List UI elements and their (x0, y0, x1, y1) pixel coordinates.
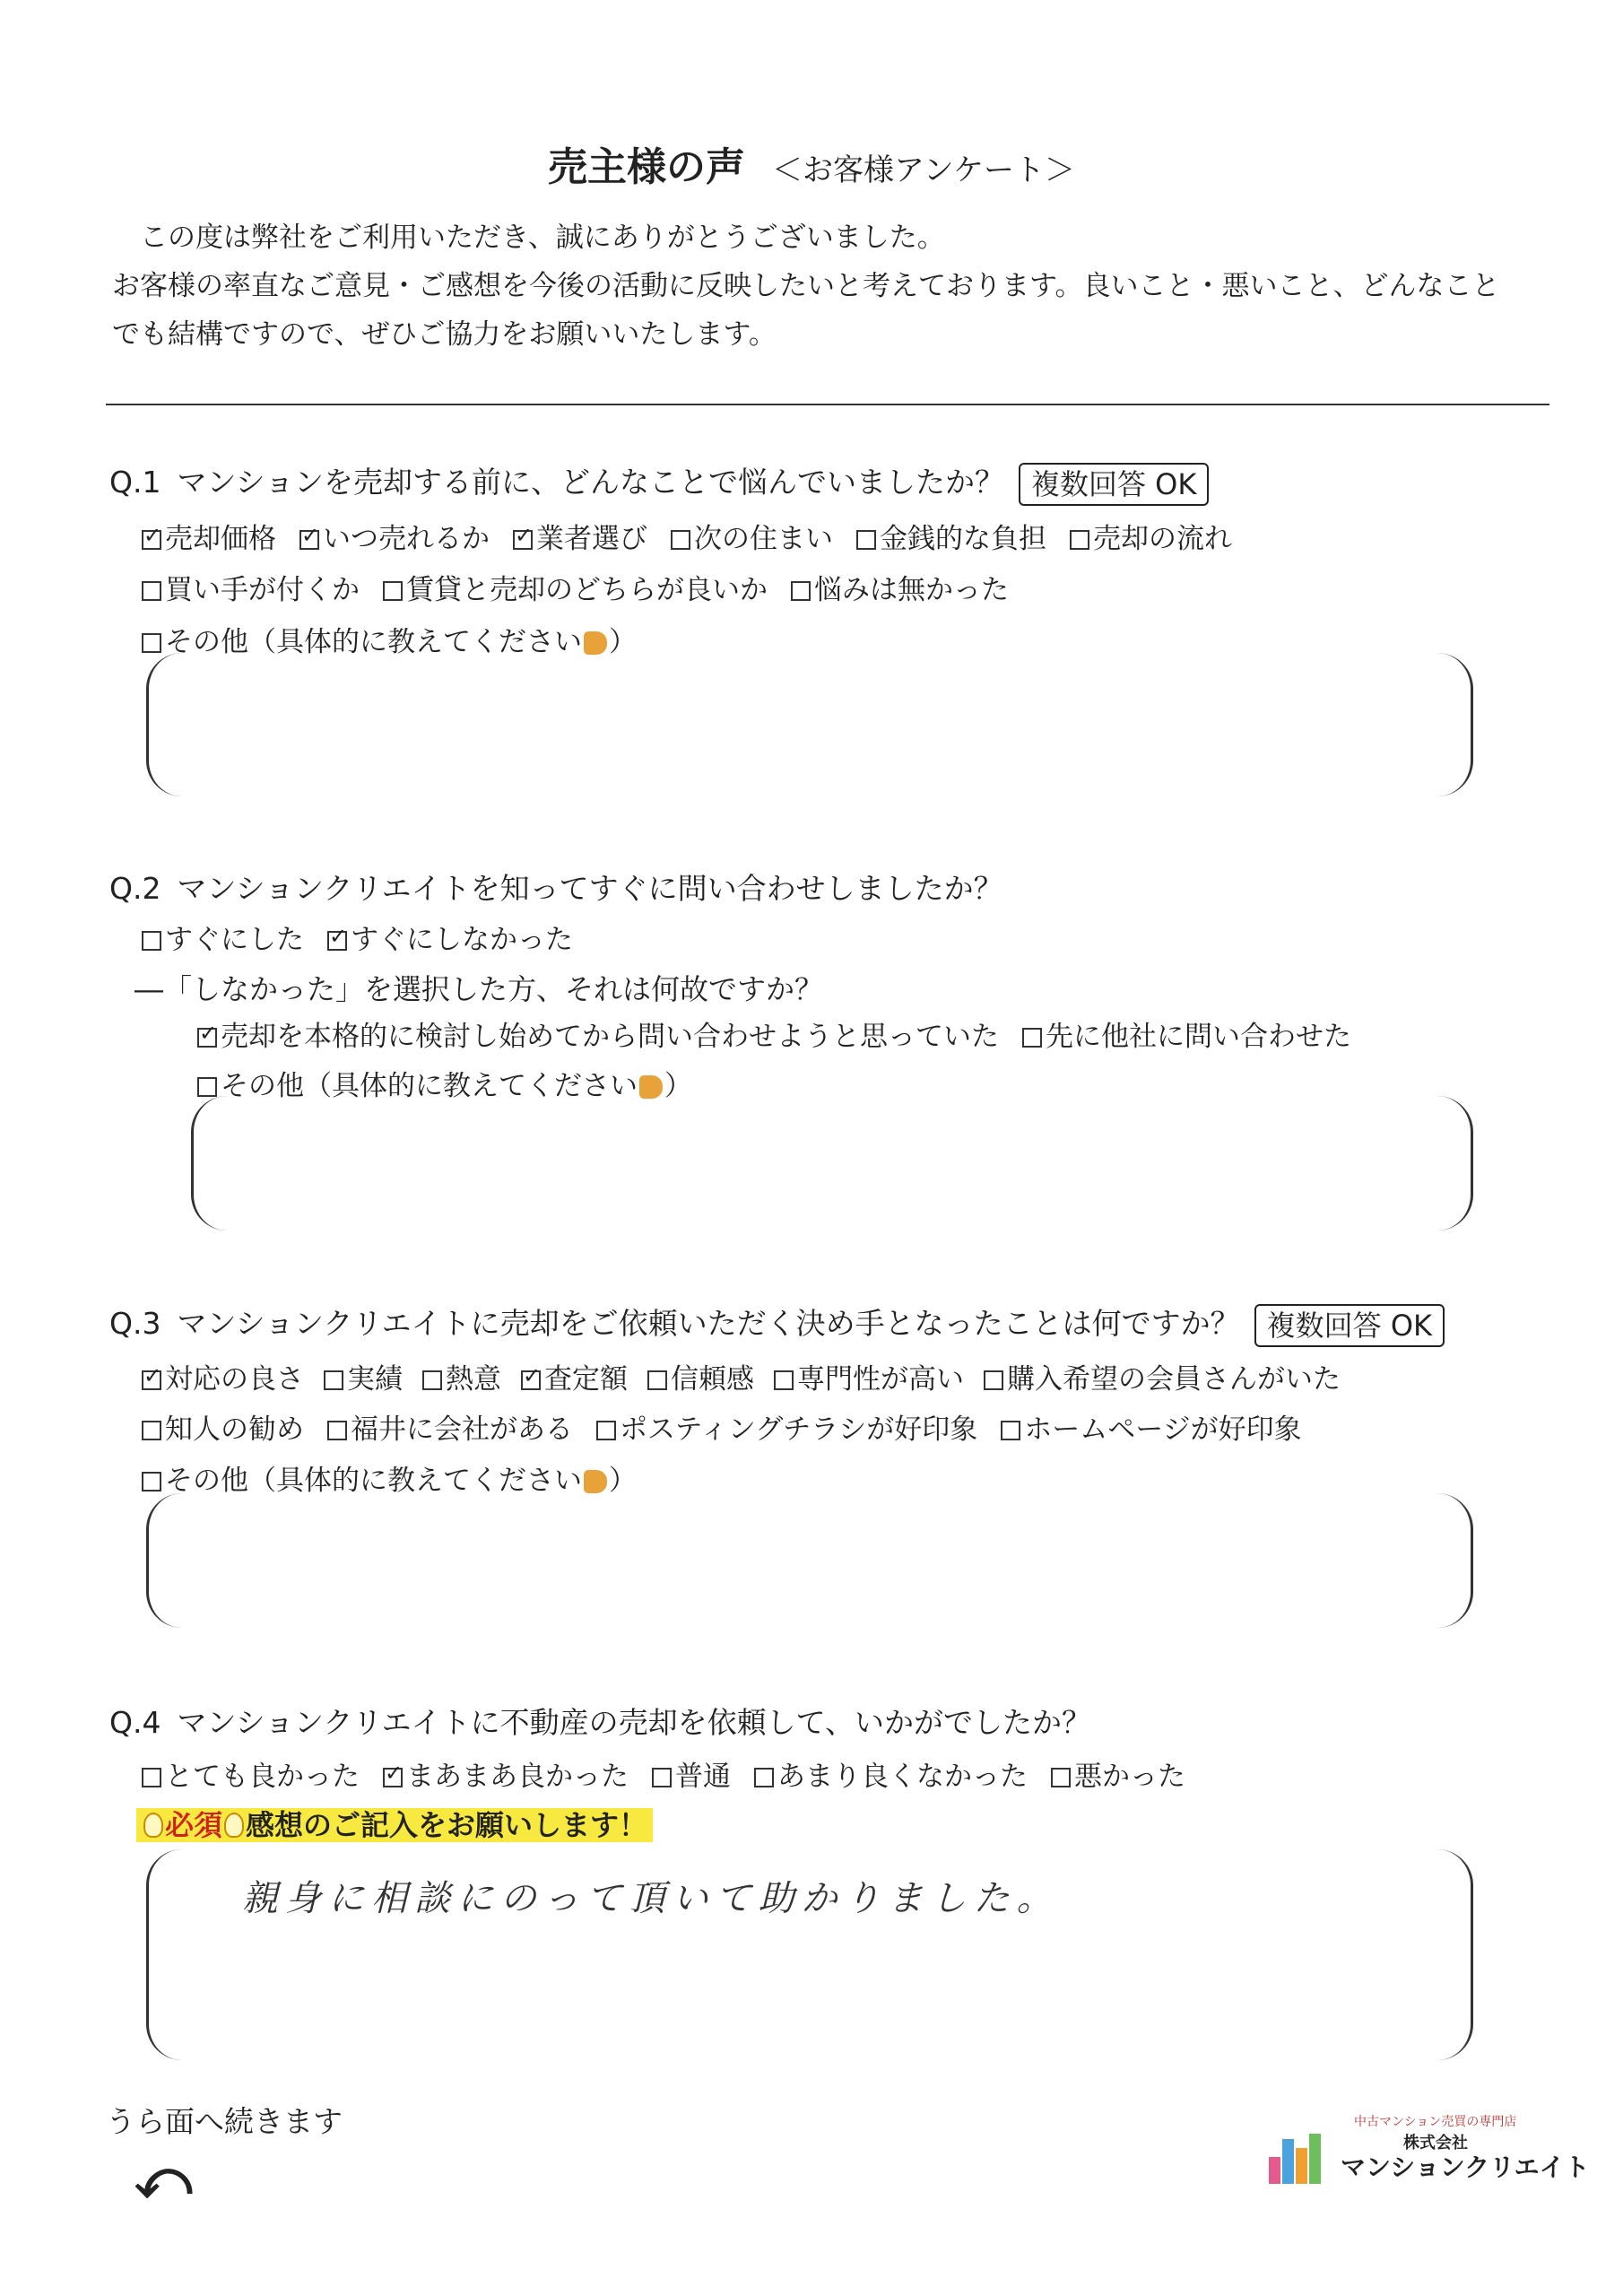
q4-option[interactable]: ✓ まあまあ良かった (383, 1753, 629, 1794)
handwritten-answer: 親身に相談にのって頂いて助かりました。 (242, 1878, 1060, 1919)
checkbox-icon[interactable] (197, 1077, 217, 1097)
checkbox-icon[interactable] (791, 581, 811, 601)
q3-option[interactable]: ポスティングチラシが好印象 (596, 1406, 977, 1447)
q3-options-row-2 (142, 1406, 1325, 1447)
page-title: 売主様の声 (548, 144, 746, 190)
logo-tagline: 中古マンション売買の専門店 (1354, 2115, 1517, 2129)
turn-page-arrow-icon: ⤺ (135, 2148, 193, 2211)
checkbox-icon[interactable] (671, 530, 690, 550)
checkbox-icon[interactable] (754, 1768, 774, 1787)
checkbox-icon[interactable] (327, 931, 347, 951)
q1-options-row-1 (142, 516, 1255, 556)
checkbox-icon[interactable] (774, 1370, 794, 1390)
q4-option[interactable]: 普通 (652, 1753, 731, 1794)
q3-option[interactable]: 信頼感 (647, 1356, 754, 1396)
q3-text: マンションクリエイトに売却をご依頼いただく決め手となったことは何ですか？ (177, 1306, 1240, 1341)
checkbox-icon[interactable] (1070, 530, 1089, 550)
checkbox-icon[interactable] (327, 1421, 347, 1440)
checkbox-icon[interactable] (1001, 1421, 1020, 1440)
q1-option[interactable]: 賃貸と売却のどちらが良いか (383, 567, 768, 607)
q2-number: Q.2 (109, 871, 161, 906)
checkbox-icon[interactable] (513, 530, 533, 550)
checkbox-icon[interactable] (1051, 1768, 1071, 1787)
q1-option[interactable]: ✓ 業者選び (513, 516, 647, 556)
continue-note: うら面へ続きます (106, 2104, 343, 2139)
q1-other-option[interactable]: その他（具体的に教えてください ） (142, 619, 637, 659)
checkbox-icon[interactable] (984, 1370, 1003, 1390)
q1-option[interactable]: 次の住まい (671, 516, 833, 556)
pointing-hand-icon (584, 631, 607, 655)
q4-option[interactable]: あまり良くなかった (754, 1753, 1028, 1794)
checkbox-icon[interactable] (142, 1768, 161, 1787)
q2-other-option[interactable]: その他（具体的に教えてください ） (197, 1063, 692, 1103)
q3-option[interactable]: 知人の勧め (142, 1406, 304, 1447)
q1-number: Q.1 (109, 465, 161, 500)
required-highlight (136, 1808, 653, 1842)
logo-corp: 株式会社 (1403, 2134, 1468, 2152)
q2-reasons (197, 1013, 1375, 1054)
q1-text: マンションを売却する前に、どんなことで悩んでいましたか？ (177, 465, 1004, 500)
checkbox-icon[interactable] (142, 1421, 161, 1440)
q3-option[interactable]: 購入希望の会員さんがいた (984, 1356, 1341, 1396)
lightbulb-icon (143, 1813, 163, 1838)
q3-other-option[interactable]: その他（具体的に教えてください ） (142, 1457, 637, 1498)
q1-multiple-ok-badge: 複数回答 OK (1019, 463, 1209, 506)
checkbox-icon[interactable] (299, 530, 319, 550)
intro-line-1: この度は弊社をご利用いただき、誠にありがとうございました。 (112, 222, 945, 254)
q3-option[interactable]: ✓ 査定額 (521, 1356, 628, 1396)
q2-text: マンションクリエイトを知ってすぐに問い合わせしましたか？ (177, 871, 1003, 906)
required-tag: 必須 (165, 1808, 223, 1842)
intro-text (112, 213, 1547, 359)
checkbox-icon[interactable] (652, 1768, 672, 1787)
q4-text: マンションクリエイトに不動産の売却を依頼して、いかがでしたか？ (177, 1705, 1092, 1740)
q3-option[interactable]: ✓対応の良さ (142, 1356, 304, 1396)
checkbox-icon[interactable] (1022, 1028, 1042, 1048)
q1-options-row-2 (142, 567, 1032, 607)
q2-reason[interactable]: 先に他社に問い合わせた (1022, 1013, 1351, 1054)
q2-option[interactable]: すぐにした (142, 917, 304, 957)
survey-title (0, 135, 1623, 192)
checkbox-icon[interactable] (142, 633, 161, 653)
intro-line-3: でも結構ですので、ぜひご協力をお願いいたします。 (112, 318, 777, 351)
lightbulb-icon (224, 1813, 244, 1838)
q1-option[interactable]: 売却の流れ (1070, 516, 1232, 556)
checkbox-icon[interactable] (142, 931, 161, 951)
q2-options (142, 917, 596, 957)
q2-followup: ―「しなかった」を選択した方、それは何故ですか？ (135, 972, 824, 1006)
checkbox-icon[interactable] (142, 530, 161, 550)
checkbox-icon[interactable] (142, 1472, 161, 1492)
q4-question (109, 1700, 1091, 1742)
checkbox-icon[interactable] (856, 530, 876, 550)
pointing-hand-icon (584, 1470, 607, 1493)
checkbox-icon[interactable] (197, 1028, 217, 1048)
divider (106, 404, 1549, 405)
q1-option[interactable]: 悩みは無かった (791, 567, 1009, 607)
logo-company-name: マンションクリエイト (1341, 2152, 1590, 2182)
company-logo (1269, 2112, 1590, 2184)
checkbox-icon[interactable] (324, 1370, 343, 1390)
page-subtitle: ＜お客様アンケート＞ (772, 152, 1075, 188)
q4-number: Q.4 (109, 1705, 161, 1740)
q1-option[interactable]: 買い手が付くか (142, 567, 360, 607)
q3-option[interactable]: 専門性が高い (774, 1356, 964, 1396)
checkbox-icon[interactable] (521, 1370, 541, 1390)
q3-option[interactable]: 福井に会社がある (327, 1406, 573, 1447)
q2-other-answer-box[interactable] (191, 1096, 1473, 1231)
q3-option[interactable]: 実績 (324, 1356, 403, 1396)
q4-required-note (136, 1803, 653, 1844)
q3-question (109, 1300, 1445, 1347)
q1-question (109, 459, 1209, 506)
building-icon (1269, 2130, 1332, 2184)
q2-option[interactable]: ✓ すぐにしなかった (327, 917, 573, 957)
q4-option[interactable]: 悪かった (1051, 1753, 1185, 1794)
q1-option[interactable]: 金銭的な負担 (856, 516, 1046, 556)
q1-option[interactable]: ✓売却価格 (142, 516, 276, 556)
q1-other-answer-box[interactable] (146, 653, 1473, 796)
q3-option[interactable]: ホームページが好印象 (1001, 1406, 1301, 1447)
q3-multiple-ok-badge: 複数回答 OK (1254, 1304, 1445, 1347)
checkbox-icon[interactable] (422, 1370, 442, 1390)
q3-option[interactable]: 熱意 (422, 1356, 501, 1396)
checkbox-icon[interactable] (142, 1370, 161, 1390)
intro-line-2: お客様の率直なご意見・ご感想を今後の活動に反映したいと考えております。良いこと・悪いこと、どんなこと (112, 270, 1500, 302)
q1-option[interactable]: ✓ いつ売れるか (299, 516, 490, 556)
q3-options-row-1 (142, 1356, 1341, 1396)
q2-question (109, 865, 1003, 908)
q3-other-answer-box[interactable] (146, 1493, 1473, 1628)
required-text: 感想のご記入をお願いします！ (246, 1808, 648, 1842)
checkbox-icon[interactable] (383, 1768, 403, 1787)
q3-number: Q.3 (109, 1306, 161, 1341)
checkbox-icon[interactable] (142, 581, 161, 601)
q2-reason[interactable]: ✓売却を本格的に検討し始めてから問い合わせようと思っていた (197, 1013, 999, 1054)
checkbox-icon[interactable] (383, 581, 403, 601)
checkbox-icon[interactable] (596, 1421, 616, 1440)
q4-option[interactable]: とても良かった (142, 1753, 360, 1794)
checkbox-icon[interactable] (647, 1370, 667, 1390)
q4-options (142, 1753, 1209, 1794)
